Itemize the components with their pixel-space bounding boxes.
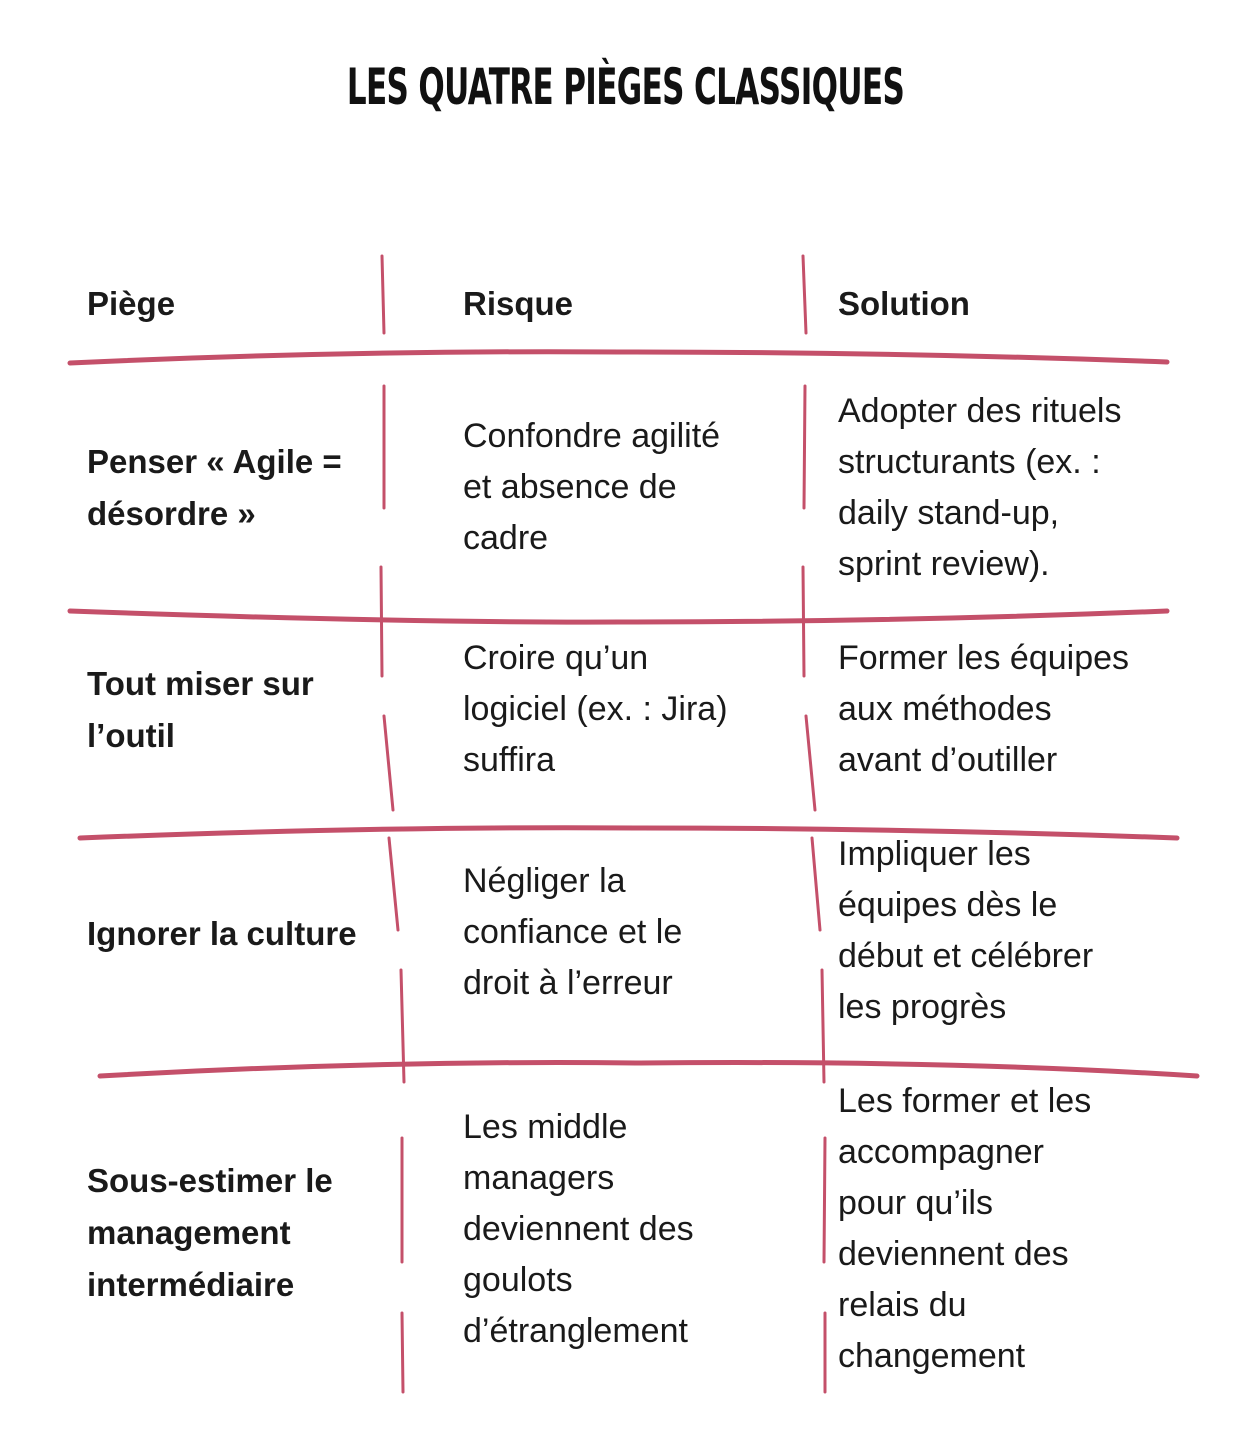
- text-line: Confondre agilité: [463, 417, 721, 455]
- text-line: daily stand-up,: [838, 494, 1060, 532]
- row-3-solution: [838, 829, 1093, 1033]
- page-title: LES QUATRE PIÈGES CLASSIQUES: [346, 58, 905, 116]
- column-divider: [803, 256, 806, 333]
- text-line: les progrès: [838, 988, 1007, 1026]
- text-line: Adopter des rituels: [838, 392, 1122, 430]
- text-line: droit à l’erreur: [463, 964, 673, 1002]
- row-2-piege: [87, 658, 314, 762]
- text-line: goulots: [463, 1261, 573, 1299]
- row-3-piege: [87, 908, 357, 960]
- text-line: managers: [463, 1159, 615, 1197]
- column-divider: [812, 838, 820, 930]
- text-line: début et célébrer: [838, 937, 1094, 975]
- column-divider: [381, 567, 382, 676]
- text-line: accompagner: [838, 1133, 1045, 1171]
- text-line: deviennent des: [463, 1210, 694, 1248]
- text-line: changement: [838, 1337, 1026, 1375]
- column-divider: [382, 256, 384, 333]
- text-line: aux méthodes: [838, 690, 1052, 728]
- row-2-risque: [463, 633, 728, 786]
- column-divider: [822, 970, 824, 1082]
- text-line: deviennent des: [838, 1235, 1069, 1273]
- column-divider: [803, 567, 804, 676]
- text-line: équipes dès le: [838, 886, 1058, 924]
- text-line: Les middle: [463, 1108, 628, 1146]
- text-line: Ignorer la culture: [87, 915, 357, 952]
- text-line: Les former et les: [838, 1082, 1092, 1120]
- column-divider: [402, 1313, 403, 1392]
- text-line: Impliquer les: [838, 835, 1031, 873]
- text-line: Croire qu’un: [463, 639, 649, 677]
- text-line: désordre »: [87, 495, 256, 532]
- text-line: pour qu’ils: [838, 1184, 993, 1222]
- row-2-solution: [838, 633, 1129, 786]
- row-4-piege: [87, 1155, 333, 1311]
- text-line: structurants (ex. :: [838, 443, 1101, 481]
- row-4-solution: [838, 1076, 1091, 1382]
- text-line: logiciel (ex. : Jira): [463, 690, 728, 728]
- text-line: l’outil: [87, 717, 175, 754]
- text-line: Former les équipes: [838, 639, 1130, 677]
- row-1-solution: [838, 386, 1122, 590]
- column-divider: [389, 838, 398, 930]
- column-divider: [804, 386, 805, 508]
- text-line: relais du: [838, 1286, 967, 1324]
- header-piege: Piège: [87, 285, 176, 322]
- text-line: Négliger la: [463, 862, 626, 900]
- text-line: Tout miser sur: [87, 665, 314, 702]
- text-line: intermédiaire: [87, 1266, 295, 1303]
- row-4-risque: [463, 1102, 694, 1357]
- row-divider: [70, 611, 1167, 622]
- column-divider: [806, 716, 815, 810]
- column-divider: [824, 1138, 825, 1262]
- text-line: suffira: [463, 741, 555, 779]
- text-line: cadre: [463, 519, 549, 557]
- text-line: management: [87, 1214, 291, 1251]
- text-line: confiance et le: [463, 913, 683, 951]
- column-divider: [384, 716, 393, 810]
- header-risque: Risque: [463, 285, 574, 322]
- row-divider: [100, 1063, 1197, 1076]
- row-divider: [70, 352, 1167, 363]
- text-line: et absence de: [463, 468, 677, 506]
- row-1-risque: [463, 411, 720, 564]
- text-line: d’étranglement: [463, 1312, 688, 1350]
- text-line: Sous-estimer le: [87, 1162, 333, 1199]
- text-line: sprint review).: [838, 545, 1050, 583]
- text-line: Penser « Agile =: [87, 443, 342, 480]
- row-3-risque: [463, 856, 682, 1009]
- text-line: avant d’outiller: [838, 741, 1058, 779]
- row-1-piege: [87, 436, 342, 540]
- header-solution: Solution: [838, 285, 970, 322]
